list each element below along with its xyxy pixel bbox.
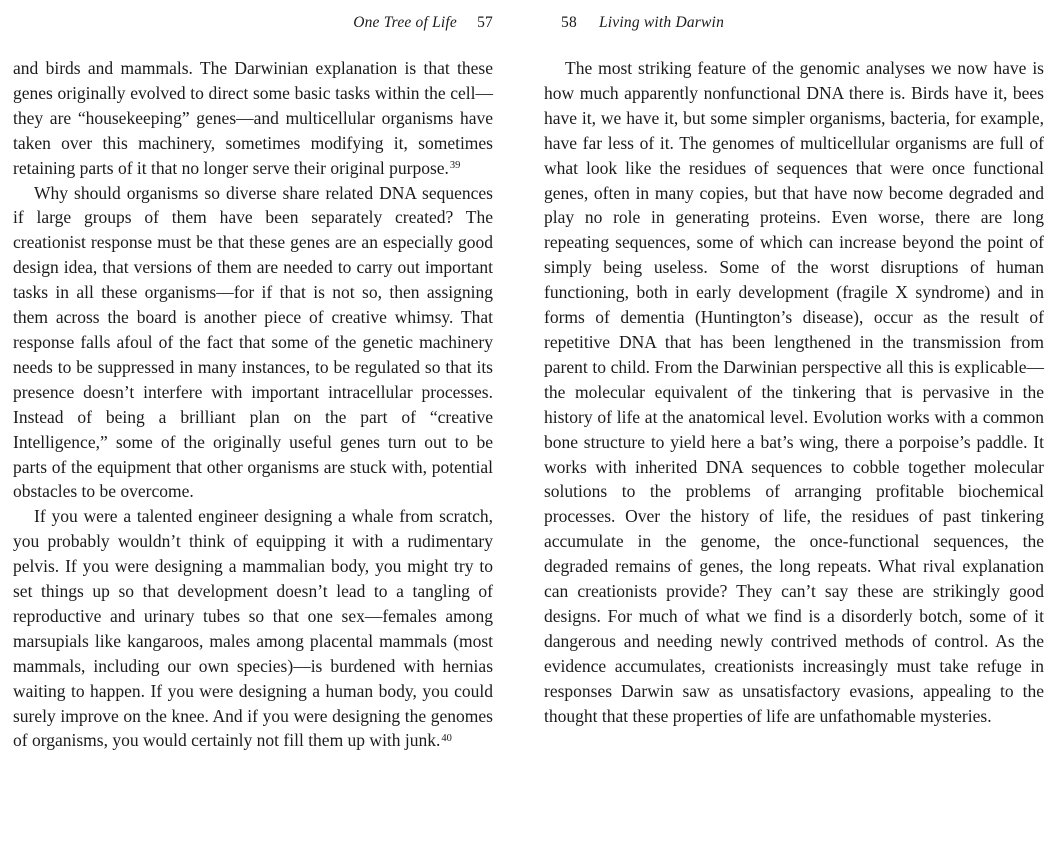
- footnote-ref: 40: [441, 732, 452, 744]
- paragraph-text: The most striking feature of the genomic analyses we now have is how much apparently nonfunctional DNA there is. Birds have it, bees have it, we have it, but some simpler organisms, bacteria, for example, have far less of it. The genomes of multicellular organisms are full of what look like the residues of sequences that were once functional genes, often in many copies, but that have now become degraded and play no role in generating proteins. Even worse, there are long repeating sequences, some of which can increase beyond the point of simply being useless. Some of the worst disruptions of human functioning, both in early development (fragile X syndrome) and in forms of dementia (Huntington’s disease), occur as the result of repetitive DNA that has been lengthened in the transmission from parent to child. From the Darwinian perspective all this is explicable—the molecular equivalent of the tinkering that is pervasive in the history of life at the anatomical level. Evolution works with a common bone structure to yield here a bat’s wing, there a porpoise’s paddle. It works with inherited DNA sequences to cobble together molecular solutions to the problems of arranging profitable biochemical processes. Over the history of life, the residues of past tinkering accumulate in the genome, the once-functional sequences, the degraded remains of genes, the long repeats. What rival explanation can creationists provide? They can’t say these are strikingly good designs. For much of what we find is a disorderly botch, some of it dangerous and needing newly contrived methods of control. As the evidence accumulates, creationists increasingly must take refuge in responses Darwin saw as unsatisfactory evasions, appealing to the thought that these properties of life are unfathomable mysteries.: [544, 58, 1044, 726]
- paragraph-text: Why should organisms so diverse share related DNA sequences if large groups of them have been separately created? The creationist response must be that these genes are an especially good design idea, that versions of them are needed to carry out important tasks in all these organisms—for if that is not so, then assigning them across the board is another piece of creative whimsy. That response falls afoul of the fact that some of the genetic machinery needs to be suppressed in many instances, to be regulated so that its presence doesn’t interfere with important intracellular processes. Instead of being a brilliant plan on the part of “creative Intelligence,” some of the originally useful genes turn out to be parts of the equipment that other organisms are stuck with, potential obstacles to be overcome.: [13, 182, 493, 502]
- running-head-title: Living with Darwin: [598, 14, 725, 31]
- paragraph-text: If you were a talented engineer designing a whale from scratch, you probably wouldn’t think of equipping it with a rudimentary pelvis. If you were designing a mammalian body, you might try to set things up so that development doesn’t lead to a tangling of reproductive and urinary tubes so that one sex—females among marsupials like kangaroos, males among placental mammals (most mammals, including our own species)—is burdened with hernias waiting to happen. If you were designing a human body, you could surely improve on the knee. And if you were designing the genomes of organisms, you would certainly not fill them up with junk.: [13, 506, 493, 751]
- paragraph: [13, 181, 493, 505]
- running-head-left: [13, 14, 493, 32]
- paragraph: [544, 56, 1044, 728]
- paragraph: [13, 56, 493, 181]
- running-head-page-number: 57: [477, 14, 493, 31]
- running-head-page-number: 58: [561, 14, 577, 31]
- page-left: [13, 0, 493, 848]
- page-body-left: [13, 56, 493, 753]
- page-right: [544, 0, 1044, 848]
- paragraph-text: and birds and mammals. The Darwinian explanation is that these genes originally evolved to direct some basic tasks within the cell—they are “housekeeping” genes—and multicellular organisms have taken over this machinery, sometimes modifying it, sometimes retaining parts of it that no longer serve their original purpose.: [13, 58, 493, 178]
- running-head-title: One Tree of Life: [353, 14, 458, 31]
- footnote-ref: 39: [449, 160, 461, 172]
- page-body-right: [544, 56, 1044, 728]
- paragraph: [13, 504, 493, 753]
- running-head-right: [544, 14, 1044, 32]
